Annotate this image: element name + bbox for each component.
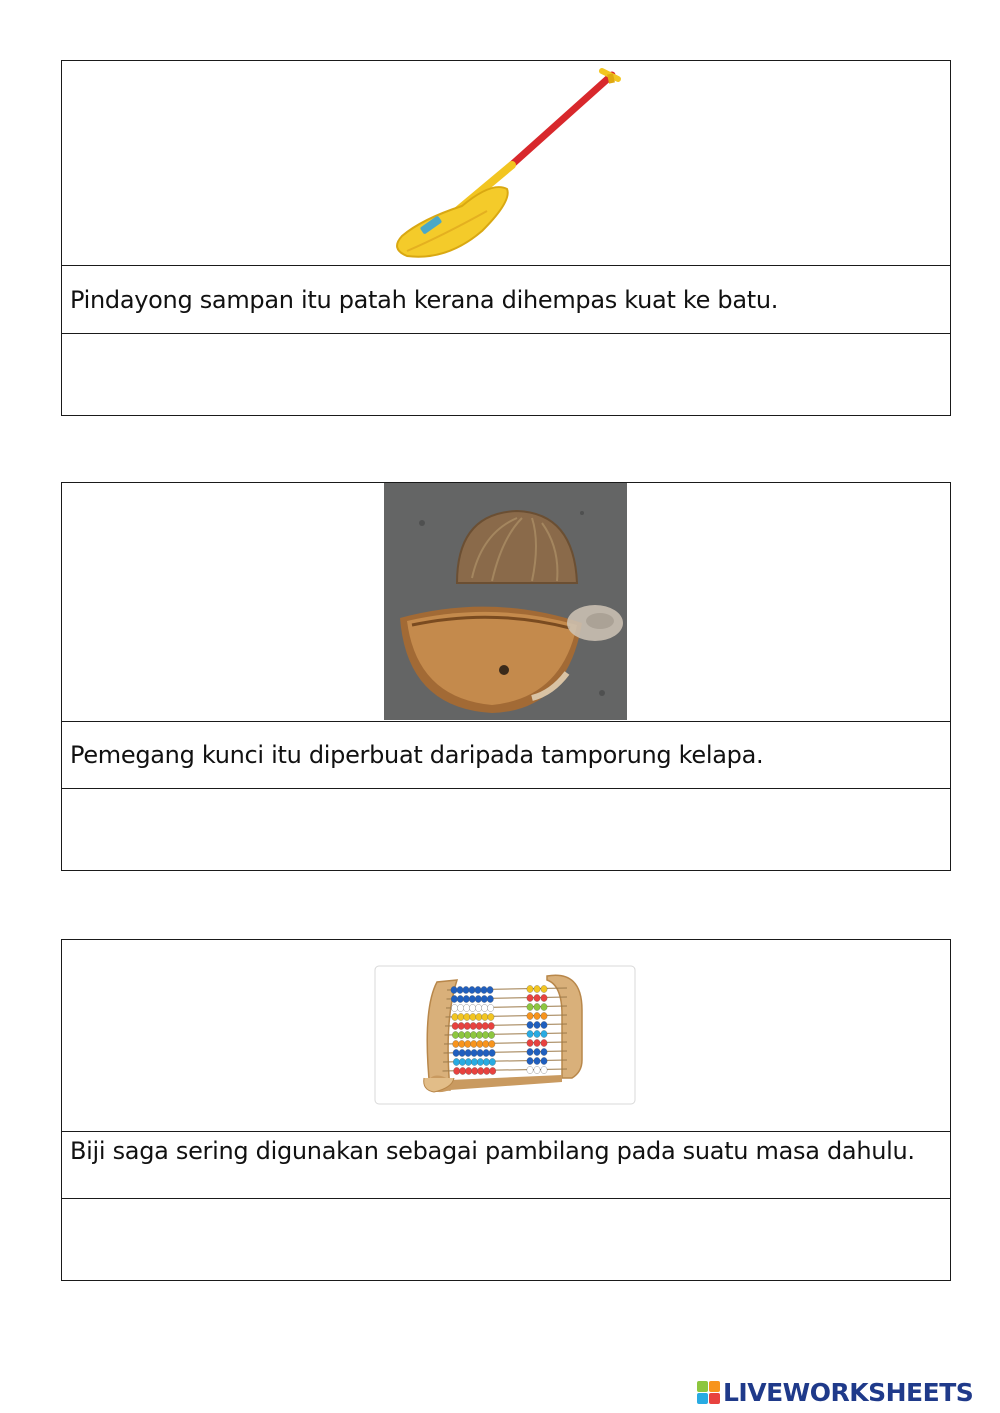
abacus-bead [534, 985, 540, 992]
abacus-bead [534, 1003, 540, 1010]
answer-input[interactable] [62, 334, 950, 415]
abacus-bead [534, 994, 540, 1001]
answer-box[interactable] [62, 789, 950, 870]
abacus-bead [465, 1049, 471, 1056]
abacus-bead [465, 1040, 471, 1047]
abacus-bead [457, 1004, 463, 1011]
abacus-bead [483, 1040, 489, 1047]
abacus-bead [534, 1057, 540, 1064]
abacus-bead [481, 1004, 487, 1011]
abacus-bead [541, 1003, 547, 1010]
sentence-text: Biji saga sering digunakan sebagai pambilang pada suatu masa dahulu. [62, 1132, 950, 1199]
liveworksheets-logo [697, 1378, 973, 1407]
abacus-bead [451, 986, 457, 993]
abacus-bead [464, 1031, 470, 1038]
abacus-bead [458, 1031, 464, 1038]
question-card-3 [61, 939, 951, 1281]
abacus-bead [487, 995, 493, 1002]
abacus-bead [459, 1058, 465, 1065]
abacus-bead [460, 1067, 466, 1074]
abacus-bead [453, 1040, 459, 1047]
abacus-bead [458, 1022, 464, 1029]
abacus-bead [470, 1022, 476, 1029]
abacus-bead [541, 1057, 547, 1064]
abacus-bead [527, 1021, 533, 1028]
abacus-bead [466, 1067, 472, 1074]
abacus-bead [541, 1048, 547, 1055]
abacus-bead [457, 986, 463, 993]
answer-box[interactable] [62, 1199, 950, 1280]
abacus-bead [482, 1013, 488, 1020]
abacus-bead [527, 1048, 533, 1055]
abacus-bead [469, 995, 475, 1002]
abacus-bead [465, 1058, 471, 1065]
abacus-bead [457, 995, 463, 1002]
abacus-bead [527, 1003, 533, 1010]
question-card-2 [61, 482, 951, 871]
abacus-bead [527, 1057, 533, 1064]
coconut-shell-image [62, 483, 950, 721]
abacus-bead [482, 1022, 488, 1029]
abacus-bead [459, 1049, 465, 1056]
question-card-1 [61, 60, 951, 416]
logo-text: LIVEWORKSHEETS [723, 1378, 974, 1407]
image-cell [62, 483, 950, 722]
abacus-bead [452, 1013, 458, 1020]
abacus-bead [541, 1012, 547, 1019]
abacus-bead [469, 1004, 475, 1011]
abacus-bead [484, 1067, 490, 1074]
abacus-bead [527, 1039, 533, 1046]
sentence-text: Pindayong sampan itu patah kerana dihempas kuat ke batu. [62, 266, 950, 334]
abacus-bead [541, 1039, 547, 1046]
abacus-bead [534, 1021, 540, 1028]
abacus-bead [541, 994, 547, 1001]
abacus-bead [527, 1030, 533, 1037]
abacus-bead [534, 1039, 540, 1046]
abacus-bead [452, 1022, 458, 1029]
abacus-bead [453, 1058, 459, 1065]
image-cell [62, 61, 950, 266]
abacus-bead [488, 1031, 494, 1038]
abacus-bead [476, 1013, 482, 1020]
abacus-bead [527, 994, 533, 1001]
abacus-bead [483, 1058, 489, 1065]
abacus-bead [478, 1067, 484, 1074]
abacus-bead [527, 1012, 533, 1019]
logo-badge-icon [697, 1381, 720, 1404]
abacus-bead [534, 1012, 540, 1019]
abacus-bead [488, 1013, 494, 1020]
abacus-bead [489, 1040, 495, 1047]
abacus-bead [451, 1004, 457, 1011]
answer-input[interactable] [62, 789, 950, 870]
abacus-bead [541, 985, 547, 992]
abacus-bead [463, 986, 469, 993]
abacus-bead [458, 1013, 464, 1020]
abacus-bead [464, 1013, 470, 1020]
abacus-bead [482, 1031, 488, 1038]
abacus-bead [487, 1004, 493, 1011]
abacus-bead [475, 986, 481, 993]
abacus-bead [541, 1021, 547, 1028]
abacus-bead [527, 1066, 533, 1073]
abacus-bead [471, 1040, 477, 1047]
abacus-bead [490, 1067, 496, 1074]
abacus-bead [534, 1048, 540, 1055]
paddle-image [62, 61, 950, 265]
abacus-bead [463, 995, 469, 1002]
answer-input[interactable] [62, 1199, 950, 1280]
abacus-bead [534, 1030, 540, 1037]
abacus-bead [453, 1049, 459, 1056]
abacus-bead [477, 1049, 483, 1056]
abacus-bead [534, 1066, 540, 1073]
abacus-bead [481, 995, 487, 1002]
answer-box[interactable] [62, 334, 950, 415]
abacus-bead [541, 1066, 547, 1073]
abacus-bead [483, 1049, 489, 1056]
image-cell [62, 940, 950, 1132]
sentence-text: Pemegang kunci itu diperbuat daripada tamporung kelapa. [62, 722, 950, 789]
abacus-bead [470, 1013, 476, 1020]
abacus-bead [489, 1058, 495, 1065]
abacus-bead [476, 1031, 482, 1038]
abacus-bead [475, 995, 481, 1002]
abacus-bead [459, 1040, 465, 1047]
abacus-bead [481, 986, 487, 993]
abacus-bead [475, 1004, 481, 1011]
abacus-bead [477, 1058, 483, 1065]
abacus-bead [489, 1049, 495, 1056]
abacus-bead [527, 985, 533, 992]
abacus-bead [451, 995, 457, 1002]
abacus-bead [471, 1049, 477, 1056]
abacus-bead [452, 1031, 458, 1038]
abacus-bead [472, 1067, 478, 1074]
abacus-bead [454, 1067, 460, 1074]
abacus-bead [471, 1058, 477, 1065]
abacus-bead [477, 1040, 483, 1047]
abacus-bead [469, 986, 475, 993]
abacus-bead [541, 1030, 547, 1037]
abacus-image [62, 940, 950, 1131]
abacus-bead [488, 1022, 494, 1029]
abacus-bead [487, 986, 493, 993]
abacus-bead [476, 1022, 482, 1029]
abacus-bead [463, 1004, 469, 1011]
abacus-bead [470, 1031, 476, 1038]
abacus-bead [464, 1022, 470, 1029]
